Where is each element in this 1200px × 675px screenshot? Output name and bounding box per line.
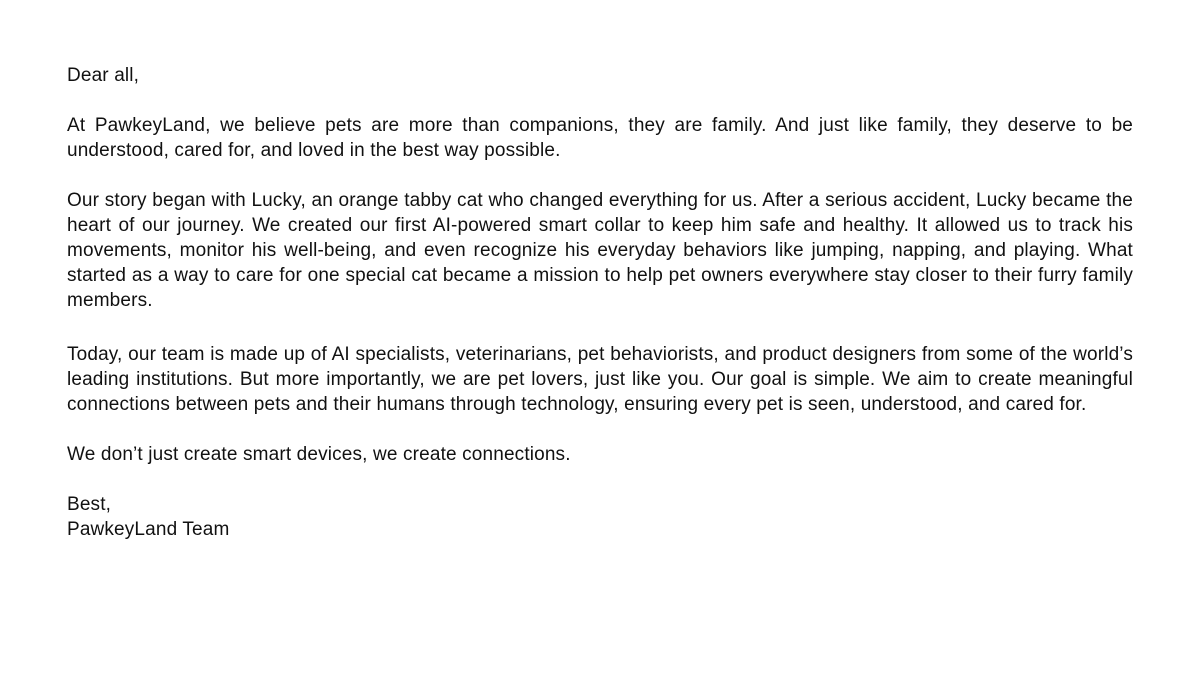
letter-body bbox=[67, 63, 1133, 542]
letter-signature: PawkeyLand Team bbox=[67, 519, 230, 540]
letter-paragraph-story: Our story began with Lucky, an orange tabby cat who changed everything for us. After a serious accident, Lucky became the heart of our journey. We created our first AI-powered smart collar to keep him safe and healthy. It allowed us to track his movements, monitor his well-being, and even recognize his everyday behaviors like jumping, napping, and playing. What started as a way to care for one special cat became a mission to help pet owners everywhere stay closer to their furry family members. bbox=[67, 190, 1133, 311]
letter-paragraph-team: Today, our team is made up of AI specialists, veterinarians, pet behaviorists, and product designers from some of the world’s leading institutions. But more importantly, we are pet lovers, just like you. Our goal is simple. We aim to create meaningful connections between pets and their humans through technology, ensuring every pet is seen, understood, and cared for. bbox=[67, 344, 1133, 415]
letter-closing bbox=[67, 492, 1133, 542]
letter-signoff: Best, bbox=[67, 494, 112, 515]
letter-paragraph-mission: We don’t just create smart devices, we create connections. bbox=[67, 444, 571, 465]
letter-greeting: Dear all, bbox=[67, 65, 140, 86]
letter-paragraph-intro: At PawkeyLand, we believe pets are more than companions, they are family. And just like family, they deserve to be understood, cared for, and loved in the best way possible. bbox=[67, 115, 1133, 161]
